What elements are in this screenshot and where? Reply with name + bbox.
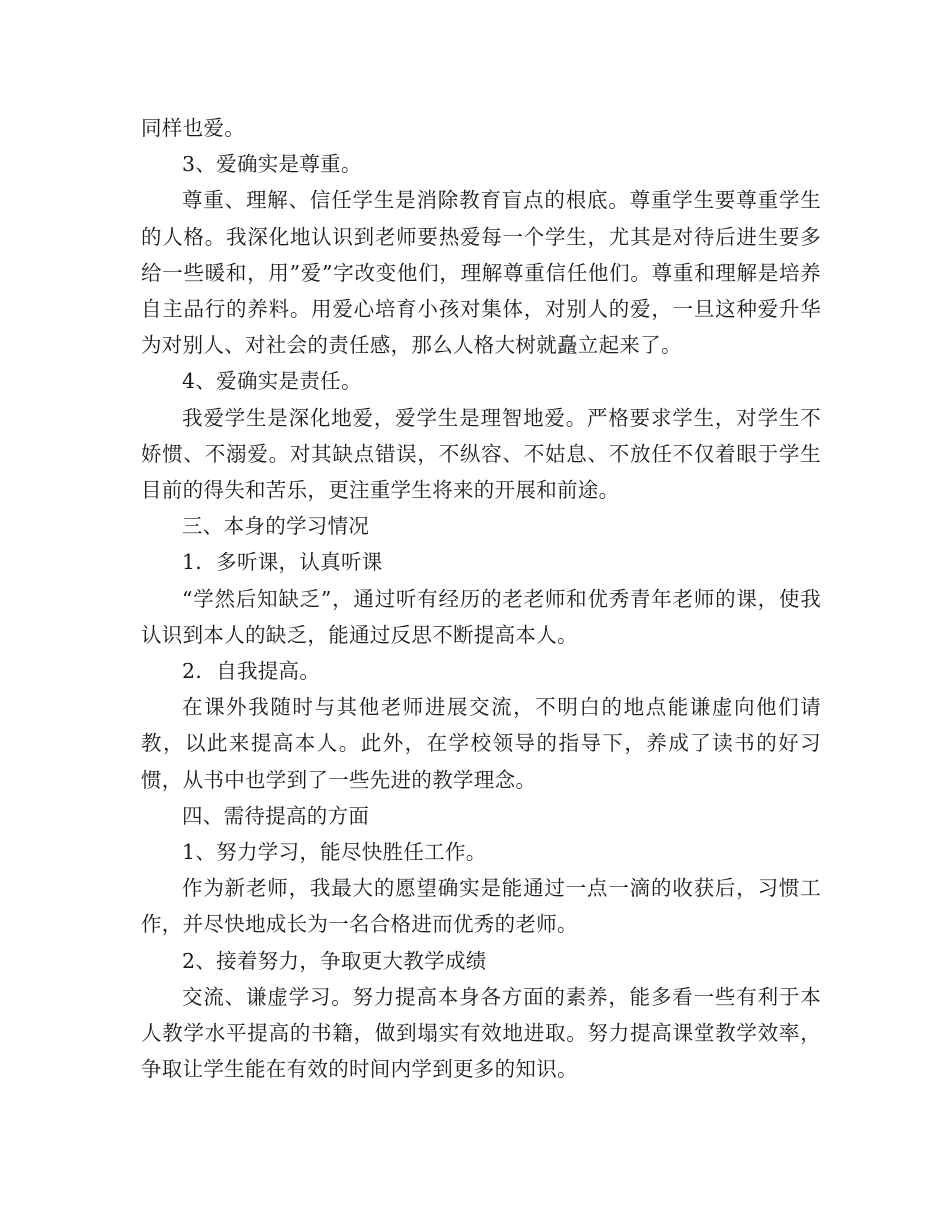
- paragraph: 同样也爱。: [141, 116, 245, 140]
- paragraph: “学然后知缺乏”，通过听有经历的老老师和优秀青年老师的课，使我认识到本人的缺乏，能通过反思不断提高本人。: [141, 586, 821, 647]
- section-heading: 4、爱确实是责任。: [182, 369, 362, 394]
- section-heading: 四、需待提高的方面: [182, 803, 370, 828]
- section-heading: 1、努力学习，能尽快胜任工作。: [182, 840, 487, 865]
- section-heading: 三、本身的学习情况: [182, 514, 370, 539]
- paragraph: 我爱学生是深化地爱，爱学生是理智地爱。严格要求学生，对学生不娇惯、不溺爱。对其缺点错误，不纵容、不姑息、不放任不仅着眼于学生目前的得失和苦乐，更注重学生将来的开展和前途。: [141, 405, 821, 503]
- section-heading: 1．多听课，认真听课: [182, 550, 383, 575]
- paragraph: 作为新老师，我最大的愿望确实是能通过一点一滴的收获后，习惯工作，并尽快地成长为一名合格进而优秀的老师。: [141, 876, 821, 937]
- paragraph: 尊重、理解、信任学生是消除教育盲点的根底。尊重学生要尊重学生的人格。我深化地认识到老师要热爱每一个学生，尤其是对待后进生要多给一些暖和，用”爱”字改变他们，理解尊重信任他们。尊重和理解是培养自主品行的养料。用爱心培育小孩对集体，对别人的爱，一旦这种爱升华为对别人、对社会的责任感，那么人格大树就矗立起来了。: [141, 188, 821, 358]
- paragraph: 在课外我随时与其他老师进展交流，不明白的地点能谦虚向他们请教，以此来提高本人。此外，在学校领导的指导下，养成了读书的好习惯，从书中也学到了一些先进的教学理念。: [141, 695, 821, 792]
- section-heading: 2．自我提高。: [182, 659, 321, 684]
- document-body: [141, 110, 821, 1087]
- section-heading: 2、接着努力，争取更大教学成绩: [182, 948, 487, 973]
- section-heading: 3、爱确实是尊重。: [182, 152, 362, 177]
- paragraph: 交流、谦虚学习。努力提高本身各方面的素养，能多看一些有利于本人教学水平提高的书籍，做到塌实有效地进取。努力提高课堂教学效率，争取让学生能在有效的时间内学到更多的知识。: [141, 984, 821, 1082]
